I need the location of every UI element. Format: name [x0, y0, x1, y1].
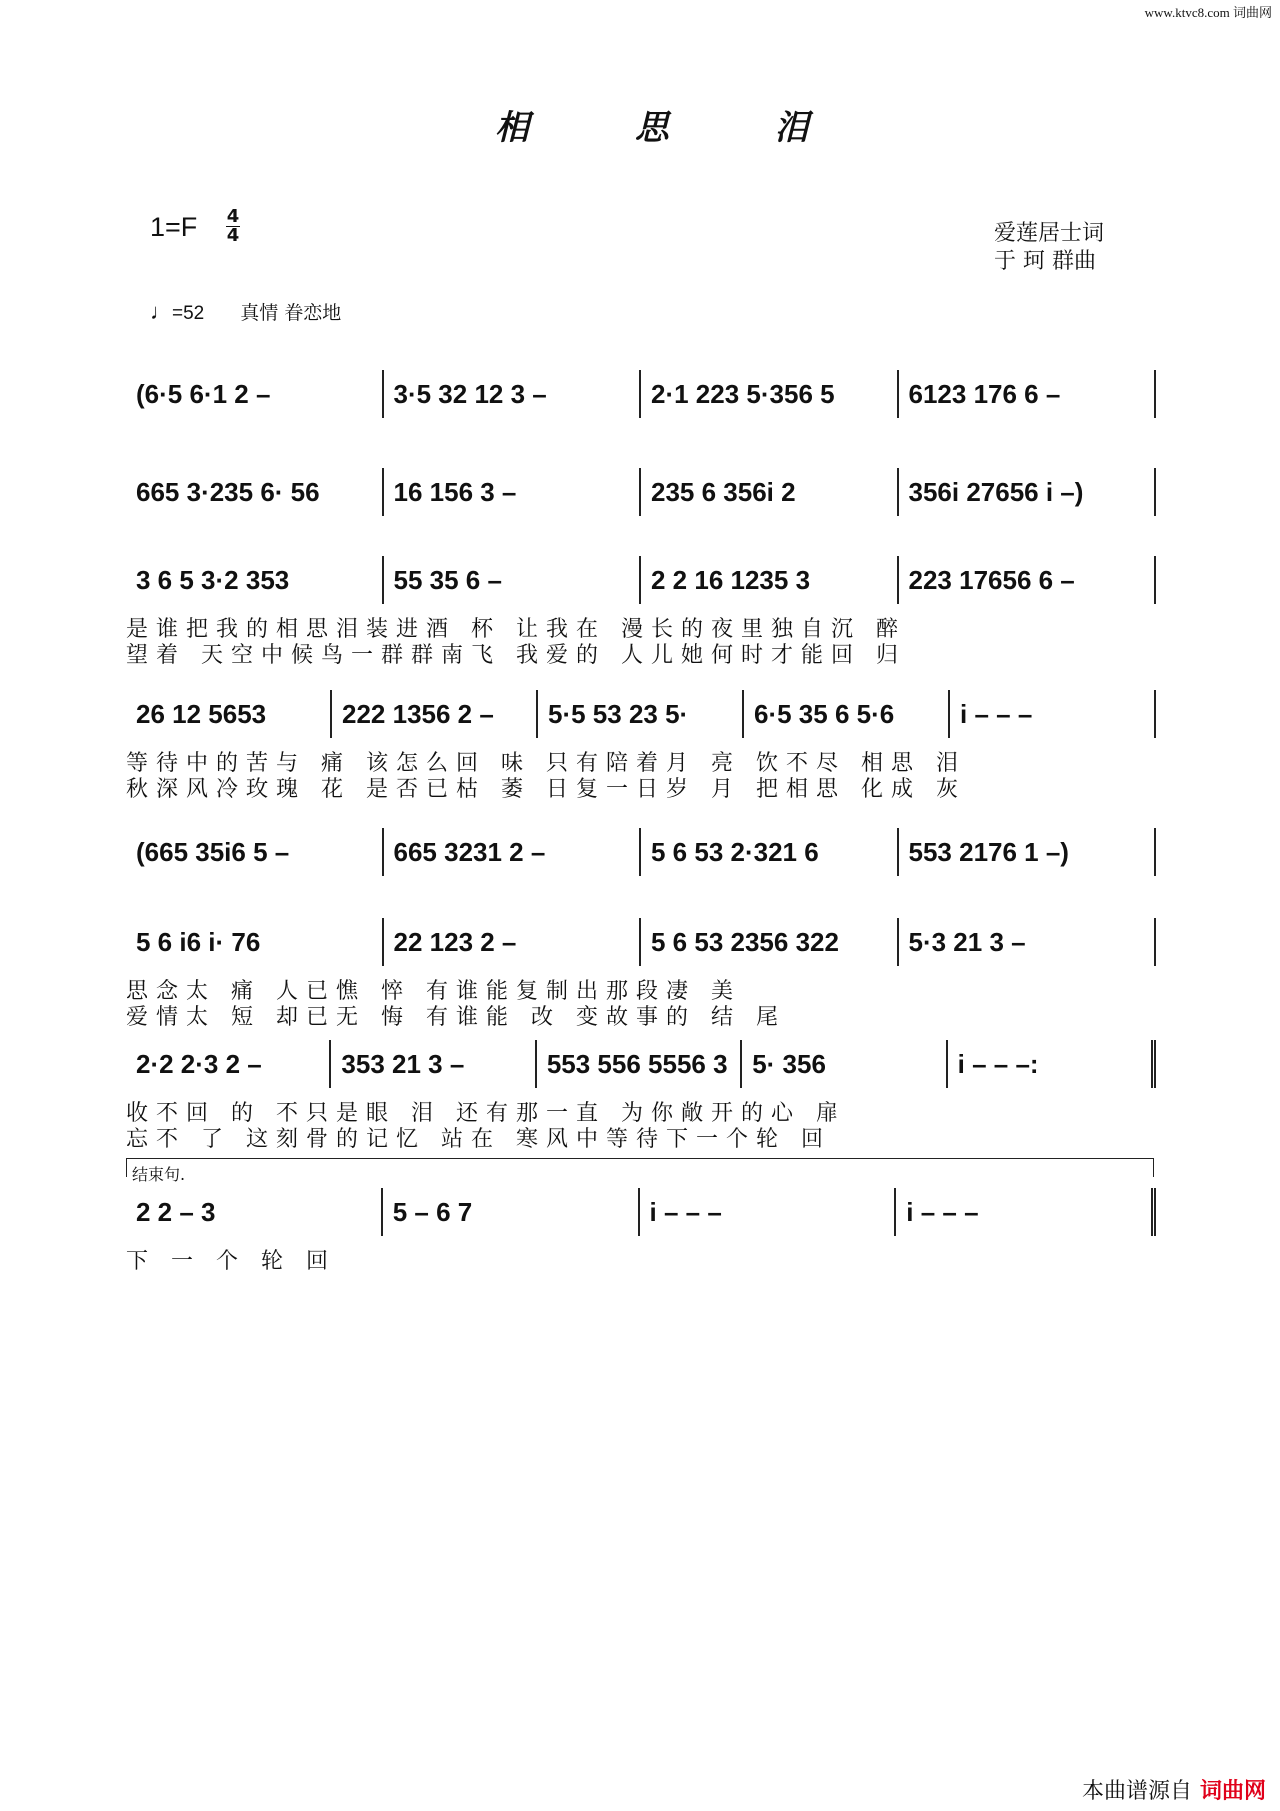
score-row: [126, 918, 1156, 1028]
measure: i – – –: [950, 690, 1156, 738]
credits: [994, 220, 1104, 276]
expression-text: 真情 眷恋地: [240, 302, 342, 324]
measure: 5· 356: [742, 1040, 947, 1088]
measure: i – – –: [640, 1188, 897, 1236]
measure: 2·1 223 5·356 5: [641, 370, 899, 418]
lyric-line: 秋深风冷玫瑰 花 是否已枯 萎 日复一日岁 月 把相思 化成 灰: [126, 777, 966, 802]
measure: 5 6 53 2356 322: [641, 918, 899, 966]
lyric-line: 等待中的苦与 痛 该怎么回 味 只有陪着月 亮 饮不尽 相思 泪: [126, 751, 966, 776]
measure: 3 6 5 3·2 353: [126, 556, 384, 604]
score-row: [126, 556, 1156, 666]
staff-line: [126, 468, 1156, 516]
lyric-line: 望着 天空中候鸟一群群南飞 我爱的 人儿她何时才能回 归: [126, 643, 906, 668]
key-signature: 1=F: [150, 212, 198, 242]
measure: 222 1356 2 –: [332, 690, 538, 738]
measure: 5 6 i6 i· 76: [126, 918, 384, 966]
measure: 22 123 2 –: [384, 918, 642, 966]
tempo-bpm: =52: [172, 303, 205, 324]
staff-line: [126, 556, 1156, 604]
measure: (6·5 6·1 2 –: [126, 370, 384, 418]
measure: i – – –: [896, 1188, 1156, 1236]
measure: 2 2 – 3: [126, 1188, 383, 1236]
source-text: 本曲谱源自: [1081, 1779, 1192, 1804]
measure: 2 2 16 1235 3: [641, 556, 899, 604]
composer-credit: 于 珂 群曲: [994, 249, 1096, 274]
staff-line: [126, 690, 1156, 738]
measure: 5·3 21 3 –: [899, 918, 1157, 966]
score-row: [126, 1040, 1156, 1150]
lyricist-credit: 爱莲居士词: [994, 221, 1105, 246]
staff-line: [126, 828, 1156, 876]
measure: 665 3231 2 –: [384, 828, 642, 876]
brand-text: 词曲网: [1199, 1778, 1266, 1804]
measure: 665 3·235 6· 56: [126, 468, 384, 516]
measure: 5 – 6 7: [383, 1188, 640, 1236]
lyric-line: 思念太 痛 人已憔 悴 有谁能复制出那段凄 美: [126, 979, 741, 1004]
quarter-note-icon: ♩: [150, 299, 172, 324]
lyric-line: 收不回 的 不只是眼 泪 还有那一直 为你敞开的心 扉: [126, 1101, 846, 1126]
measure: 223 17656 6 –: [899, 556, 1157, 604]
measure: 553 556 5556 3: [537, 1040, 742, 1088]
measure: 5·5 53 23 5·: [538, 690, 744, 738]
score-row: [126, 690, 1156, 800]
measure: 6·5 35 6 5·6: [744, 690, 950, 738]
staff-line: [126, 1188, 1156, 1236]
lyric-line: 下 一 个 轮 回: [126, 1249, 336, 1274]
ending-label: 结束句.: [132, 1165, 186, 1184]
measure: (665 35i6 5 –: [126, 828, 384, 876]
measure: 6123 176 6 –: [899, 370, 1157, 418]
ending-bracket: [126, 1158, 1154, 1177]
score-row: [126, 370, 1156, 480]
measure: 235 6 356i 2: [641, 468, 899, 516]
measure: 5 6 53 2·321 6: [641, 828, 899, 876]
site-watermark-bottom: [1082, 1774, 1266, 1805]
measure: i – – –:: [948, 1040, 1156, 1088]
lyric-line: 爱情太 短 却已无 悔 有谁能 改 变故事的 结 尾: [126, 1005, 786, 1030]
measure: 55 35 6 –: [384, 556, 642, 604]
staff-line: [126, 370, 1156, 418]
site-watermark-top: www.ktvc8.com 词曲网: [1144, 5, 1272, 20]
staff-line: [126, 1040, 1156, 1088]
measure: 356i 27656 i –): [899, 468, 1157, 516]
measure: 16 156 3 –: [384, 468, 642, 516]
song-title: 相 思 泪: [495, 108, 811, 148]
measure: 553 2176 1 –): [899, 828, 1157, 876]
measure: 3·5 32 12 3 –: [384, 370, 642, 418]
measure: 353 21 3 –: [331, 1040, 536, 1088]
staff-line: [126, 918, 1156, 966]
score-row: [126, 1188, 1156, 1298]
lyric-line: 是谁把我的相思泪装进酒 杯 让我在 漫长的夜里独自沉 醉: [126, 617, 906, 642]
tempo-marking: [150, 298, 341, 325]
measure: 2·2 2·3 2 –: [126, 1040, 331, 1088]
time-signature: $\frac{4}{4}$: [226, 206, 240, 246]
measure: 26 12 5653: [126, 690, 332, 738]
lyric-line: 忘不 了 这刻骨的记忆 站在 寒风中等待下一个轮 回: [126, 1127, 831, 1152]
